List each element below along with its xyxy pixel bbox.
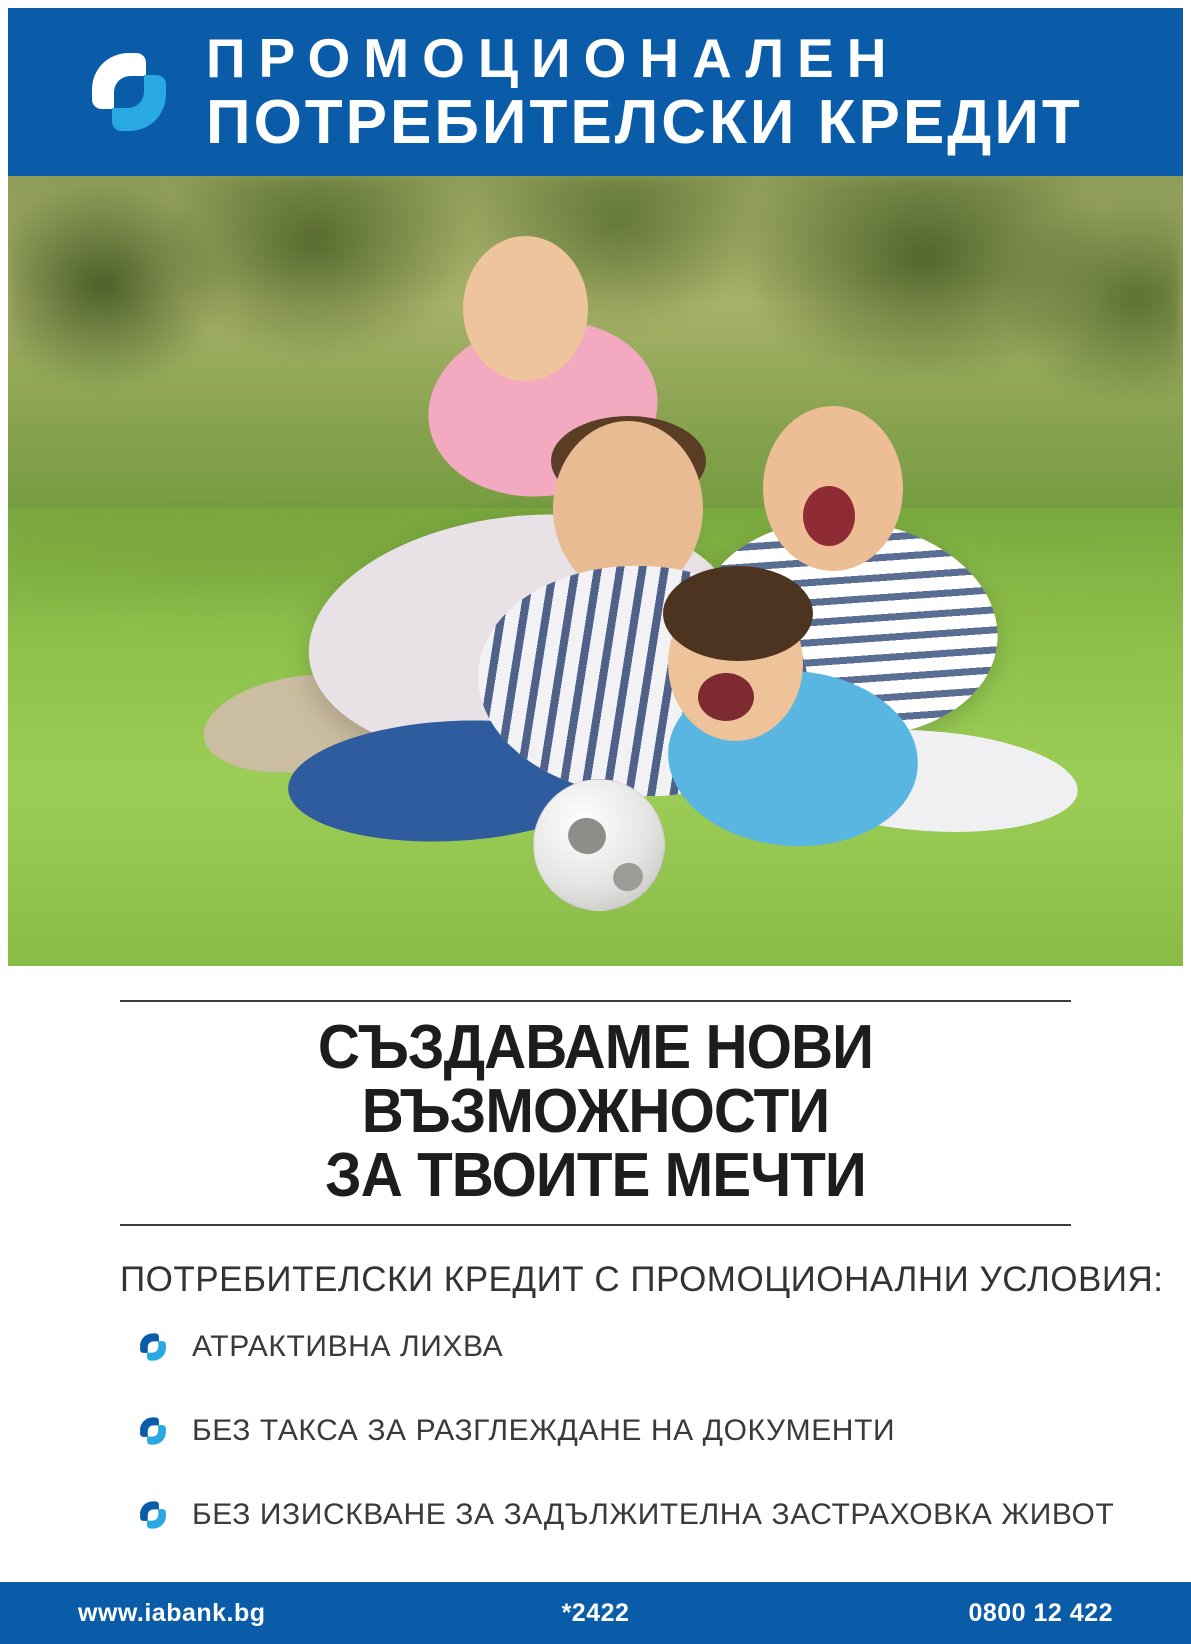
bank-logo-bullet-icon (138, 1500, 168, 1530)
subheadline: ПОТРЕБИТЕЛСКИ КРЕДИТ С ПРОМОЦИОНАЛНИ УСЛОВИЯ: (120, 1259, 1164, 1299)
list-item (138, 1497, 1115, 1532)
header-titles (206, 26, 1083, 157)
bank-logo-icon (86, 49, 172, 135)
footer-phone[interactable]: 0800 12 422 (968, 1598, 1113, 1627)
list-item (138, 1414, 1071, 1448)
mother-mouth (803, 486, 855, 546)
headline-line-2: ЗА ТВОИТЕ МЕЧТИ (325, 1140, 866, 1210)
poster-header (8, 8, 1183, 176)
poster-footer (0, 1582, 1191, 1644)
footer-website[interactable]: www.iabank.bg (78, 1598, 266, 1627)
header-title-line2: ПОТРЕБИТЕЛСКИ КРЕДИТ (206, 87, 1083, 157)
hero-image (8, 176, 1183, 966)
list-item (138, 1330, 1071, 1364)
footer-short-number[interactable]: *2422 (561, 1598, 630, 1627)
headline-line-1: СЪЗДАВАМЕ НОВИ ВЪЗМОЖНОСТИ (317, 1013, 874, 1146)
poster-content (8, 966, 1183, 1582)
list-item-label: БЕЗ ТАКСА ЗА РАЗГЛЕЖДАНЕ НА ДОКУМЕНТИ (192, 1413, 896, 1447)
boy-mouth (698, 673, 754, 721)
family-figures (8, 286, 1183, 926)
page-title (149, 1002, 1043, 1224)
boy-hair (663, 566, 813, 661)
list-item-label: БЕЗ ИЗИСКВАНЕ ЗА ЗАДЪЛЖИТЕЛНА ЗАСТРАХОВКА ЖИВОТ (192, 1497, 1115, 1531)
bank-logo-bullet-icon (138, 1416, 168, 1446)
list-item-label: АТРАКТИВНА ЛИХВА (192, 1329, 504, 1363)
benefits-list (120, 1308, 1115, 1532)
girl-head (463, 236, 588, 381)
bank-logo-bullet-icon (138, 1332, 168, 1362)
header-title-line1: ПРОМОЦИОНАЛЕН (206, 26, 900, 89)
